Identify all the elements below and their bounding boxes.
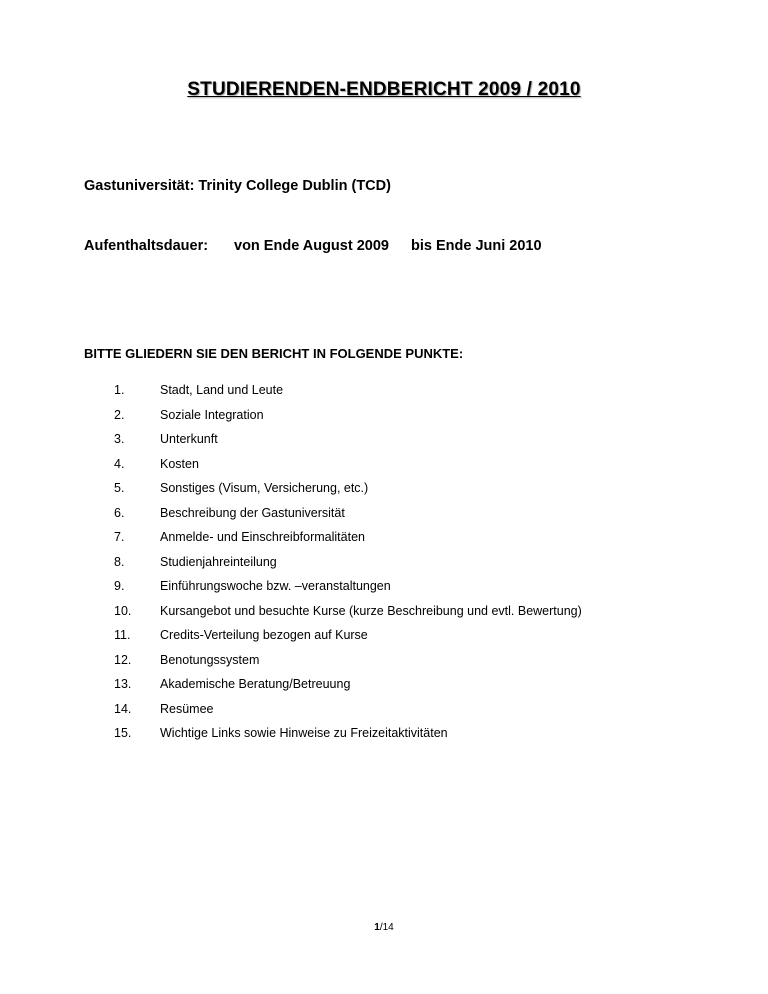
list-item: [0, 555, 768, 573]
list-item-number: 13.: [114, 677, 132, 691]
list-item-text: Beschreibung der Gastuniversität: [160, 505, 345, 520]
list-item-number: 10.: [114, 603, 132, 618]
list-item: [0, 408, 768, 426]
page-current: 1: [374, 922, 380, 933]
list-item-text: Wichtige Links sowie Hinweise zu Freizeitaktivitäten: [160, 726, 448, 740]
list-item-text: Akademische Beratung/Betreuung: [160, 677, 351, 691]
list-item-number: 6.: [114, 505, 125, 520]
list-item: [0, 628, 768, 646]
list-item: [0, 726, 768, 744]
list-item: [0, 702, 768, 720]
list-item-text: Kursangebot und besuchte Kurse (kurze Beschreibung und evtl. Bewertung): [160, 603, 582, 618]
list-item-number: 11.: [114, 628, 131, 642]
list-item-text: Sonstiges (Visum, Versicherung, etc.): [160, 481, 369, 495]
stay-from: von Ende August 2009: [234, 238, 389, 254]
list-item: [0, 653, 768, 671]
stay-to: bis Ende Juni 2010: [411, 238, 542, 254]
list-item: [0, 677, 768, 695]
list-item: [0, 457, 768, 475]
list-item-number: 5.: [114, 481, 125, 495]
list-item-number: 9.: [114, 579, 125, 593]
list-item: [0, 383, 768, 401]
list-item-text: Kosten: [160, 456, 199, 471]
page-total: /14: [379, 922, 394, 933]
list-item-text: Unterkunft: [160, 432, 218, 446]
list-item: [0, 506, 768, 524]
list-item-text: Studienjahreinteilung: [160, 554, 277, 569]
list-item: [0, 481, 768, 499]
list-item-number: 4.: [114, 456, 125, 471]
list-item-number: 12.: [114, 652, 132, 667]
list-item-text: Soziale Integration: [160, 407, 264, 422]
list-item-number: 2.: [114, 407, 125, 422]
list-item-text: Stadt, Land und Leute: [160, 383, 284, 397]
list-item-text: Einführungswoche bzw. –veranstaltungen: [160, 579, 391, 593]
list-item: [0, 530, 768, 548]
instruction-heading: BITTE GLIEDERN SIE DEN BERICHT IN FOLGENDE PUNKTE:: [84, 346, 464, 361]
list-item-number: 8.: [114, 554, 125, 569]
list-item-text: Resümee: [160, 701, 214, 716]
list-item-number: 14.: [114, 701, 132, 716]
list-item: [0, 604, 768, 622]
list-item-number: 3.: [114, 432, 125, 446]
list-item-text: Anmelde- und Einschreibformalitäten: [160, 530, 365, 544]
list-item-number: 1.: [114, 383, 125, 397]
list-item-text: Benotungssystem: [160, 652, 260, 667]
list-item-text: Credits-Verteilung bezogen auf Kurse: [160, 628, 368, 642]
stay-label: Aufenthaltsdauer:: [84, 238, 209, 254]
page-number: [0, 922, 768, 933]
list-item: [0, 432, 768, 450]
list-item: [0, 579, 768, 597]
list-item-number: 7.: [114, 530, 125, 544]
document-title: STUDIERENDEN-ENDBERICHT 2009 / 2010: [187, 79, 581, 100]
list-item-number: 15.: [114, 726, 132, 740]
host-university: Gastuniversität: Trinity College Dublin (TCD): [84, 178, 391, 194]
